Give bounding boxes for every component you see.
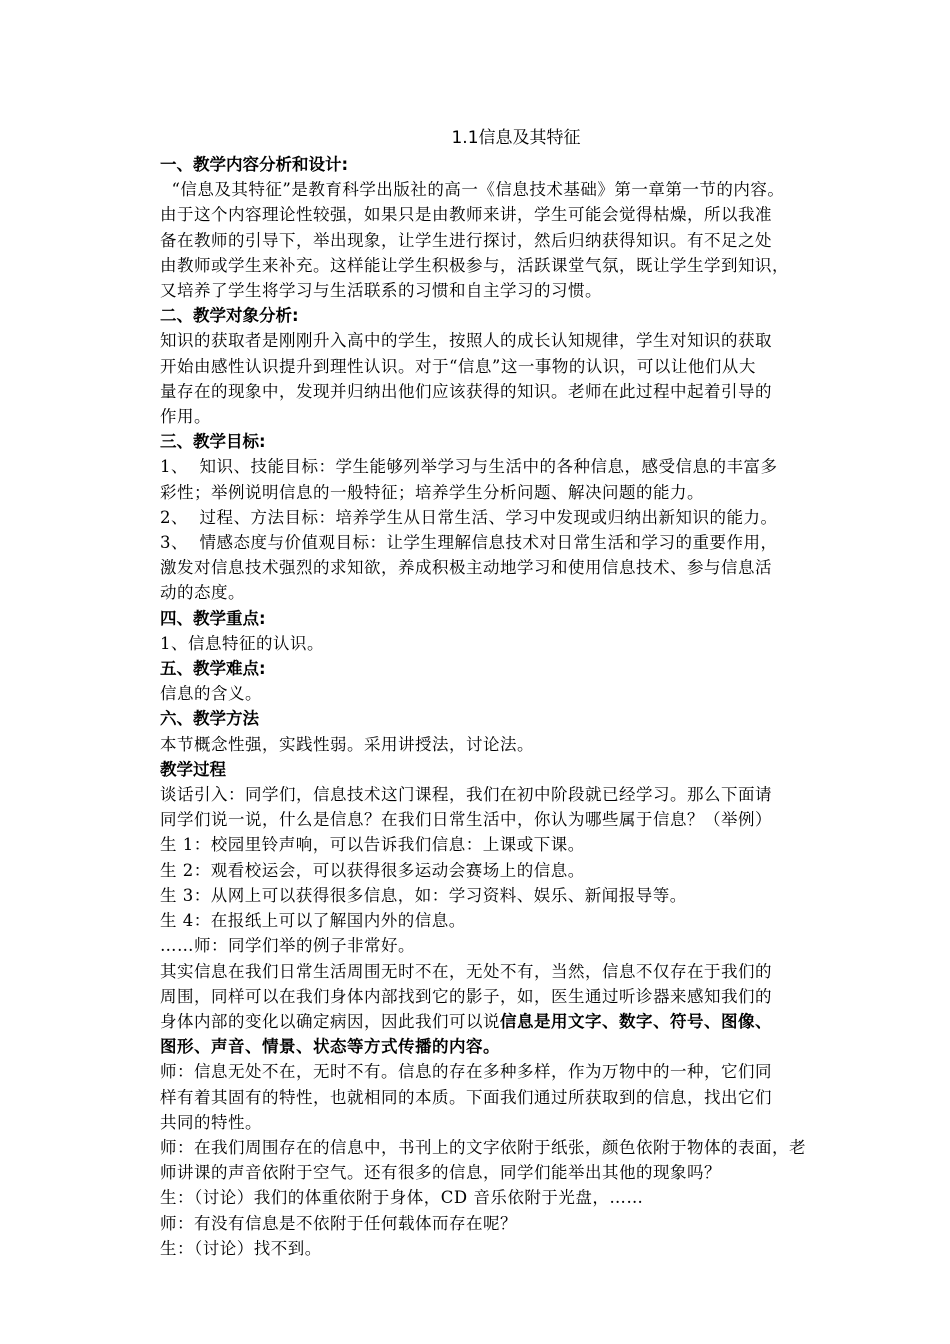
section-heading: 三、教学目标: xyxy=(160,432,266,452)
dialogue-line: 生 1：校园里铃声响，可以告诉我们信息：上课或下课。 xyxy=(160,835,585,855)
paragraph-line: 本节概念性强，实践性弱。采用讲授法，讨论法。 xyxy=(160,734,534,754)
paragraph-line xyxy=(160,1009,872,1034)
paragraph-line: 开始由感性认识提升到理性认识。对于“信息”这一事物的认识，可以让他们从大 xyxy=(160,356,756,376)
list-item: 1、 知识、技能目标：学生能够列举学习与生活中的各种信息，感受信息的丰富多 xyxy=(160,457,778,477)
document-body xyxy=(160,152,872,1261)
dialogue-line: ……师：同学们举的例子非常好。 xyxy=(160,936,415,956)
paragraph-line: 样有着其固有的特性，也就相同的本质。下面我们通过所获取到的信息，找出它们 xyxy=(160,1087,772,1107)
paragraph-line: 由教师或学生来补充。这样能让学生积极参与，活跃课堂气氛，既让学生学到知识， xyxy=(160,255,789,275)
section-heading: 教学过程 xyxy=(160,759,226,779)
list-item: 2、 过程、方法目标：培养学生从日常生活、学习中发现或归纳出新知识的能力。 xyxy=(160,507,778,527)
paragraph-line: 由于这个内容理论性较强，如果只是由教师来讲，学生可能会觉得枯燥，所以我准 xyxy=(160,205,772,225)
paragraph-line: 量存在的现象中，发现并归纳出他们应该获得的知识。老师在此过程中起着引导的 xyxy=(160,381,772,401)
paragraph-line: 周围，同样可以在我们身体内部找到它的影子，如，医生通过听诊器来感知我们的 xyxy=(160,986,772,1006)
paragraph-line: 谈话引入：同学们，信息技术这门课程，我们在初中阶段就已经学习。那么下面请 xyxy=(160,785,772,805)
paragraph-line: 同学们说一说，什么是信息？在我们日常生活中，你认为哪些属于信息？（举例） xyxy=(160,810,772,830)
paragraph-line: 激发对信息技术强烈的求知欲，养成积极主动地学习和使用信息技术、参与信息活 xyxy=(160,558,772,578)
paragraph-line: 知识的获取者是刚刚升入高中的学生，按照人的成长认知规律，学生对知识的获取 xyxy=(160,331,772,351)
paragraph-line: 作用。 xyxy=(160,407,211,427)
section-heading: 六、教学方法 xyxy=(160,709,259,729)
paragraph-line: 信息的含义。 xyxy=(160,684,262,704)
dialogue-line: 师：在我们周围存在的信息中，书刊上的文字依附于纸张，颜色依附于物体的表面，老 xyxy=(160,1137,806,1157)
section-heading: 四、教学重点: xyxy=(160,608,266,628)
dialogue-line: 师：有没有信息是不依附于任何载体而存在呢？ xyxy=(160,1213,517,1233)
list-item: 3、 情感态度与价值观目标：让学生理解信息技术对日常生活和学习的重要作用， xyxy=(160,533,778,553)
document-title: 1.1信息及其特征 xyxy=(451,128,581,148)
dialogue-line: 生 4：在报纸上可以了解国内外的信息。 xyxy=(160,911,466,931)
paragraph-line: “信息及其特征”是教育科学出版社的高一《信息技术基础》第一章第一节的内容。 xyxy=(160,180,785,200)
dialogue-line: 生 2：观看校运会，可以获得很多运动会赛场上的信息。 xyxy=(160,860,585,880)
dialogue-line: 师：信息无处不在，无时不有。信息的存在多种多样，作为万物中的一种，它们同 xyxy=(160,1062,772,1082)
paragraph-line: 备在教师的引导下，举出现象，让学生进行探讨，然后归纳获得知识。有不足之处 xyxy=(160,230,772,250)
dialogue-line: 生 3：从网上可以获得很多信息，如：学习资料、娱乐、新闻报导等。 xyxy=(160,885,687,905)
paragraph-line: 师讲课的声音依附于空气。还有很多的信息，同学们能举出其他的现象吗？ xyxy=(160,1163,721,1183)
bold-definition-line: 图形、声音、情景、状态等方式传播的内容。 xyxy=(160,1037,500,1057)
section-heading: 二、教学对象分析: xyxy=(160,306,299,326)
bold-definition-text: 信息是用文字、数字、符号、图像、 xyxy=(500,1011,772,1031)
document-page xyxy=(160,126,872,1261)
paragraph-line: 彩性；举例说明信息的一般特征；培养学生分析问题、解决问题的能力。 xyxy=(160,482,704,502)
paragraph-line: 其实信息在我们日常生活周围无时不在，无处不有，当然，信息不仅存在于我们的 xyxy=(160,961,772,981)
paragraph-line: 又培养了学生将学习与生活联系的习惯和自主学习的习惯。 xyxy=(160,281,602,301)
paragraph-line: 动的态度。 xyxy=(160,583,245,603)
dialogue-line: 生：（讨论）找不到。 xyxy=(160,1238,322,1258)
section-heading: 五、教学难点: xyxy=(160,659,266,679)
dialogue-line: 生：（讨论）我们的体重依附于身体，CD 音乐依附于光盘，…… xyxy=(160,1188,644,1208)
plain-text: 身体内部的变化以确定病因，因此我们可以说 xyxy=(160,1011,500,1031)
section-heading: 一、教学内容分析和设计: xyxy=(160,155,349,174)
paragraph-line: 1、信息特征的认识。 xyxy=(160,633,324,653)
paragraph-line: 共同的特性。 xyxy=(160,1112,262,1132)
